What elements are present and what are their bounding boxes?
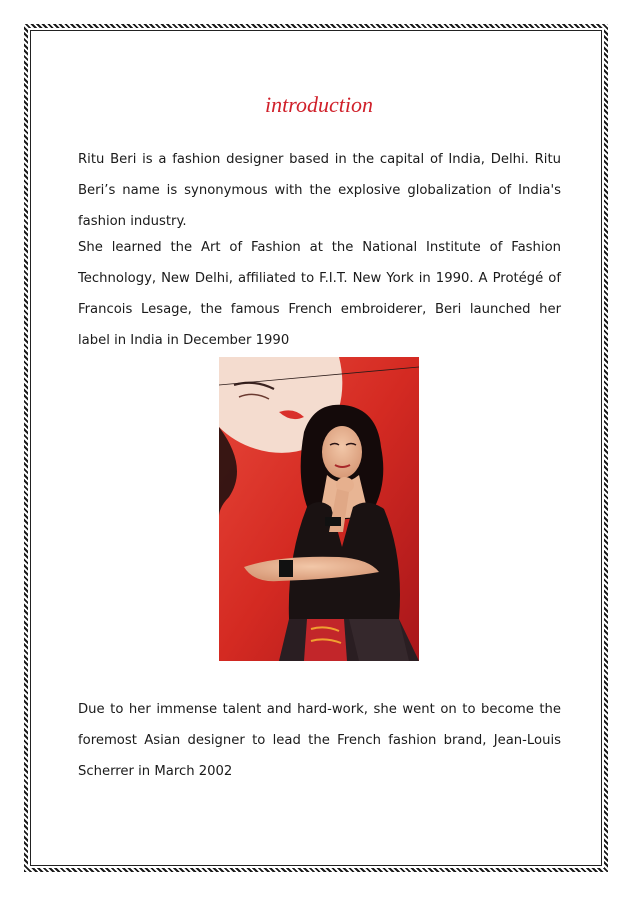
portrait-photo <box>219 357 419 661</box>
paragraph-intro: Ritu Beri is a fashion designer based in the capital of India, Delhi. Ritu Beri’s name is synonymous with the explosive globalization of India's fashion industry. <box>78 152 561 229</box>
page-title: introduction <box>265 92 373 117</box>
paragraph-education: She learned the Art of Fashion at the National Institute of Fashion Technology, New Delhi, affiliated to F.I.T. New York in 1990. A Protégé of Francois Lesage, the famous French embroiderer, Beri launched her label in India in December 1990 <box>78 240 561 348</box>
paragraph-achievement: Due to her immense talent and hard-work, she went on to become the foremost Asian designer to lead the French fashion brand, Jean-Louis Scherrer in March 2002 <box>78 702 561 779</box>
portrait-illustration <box>219 357 419 661</box>
